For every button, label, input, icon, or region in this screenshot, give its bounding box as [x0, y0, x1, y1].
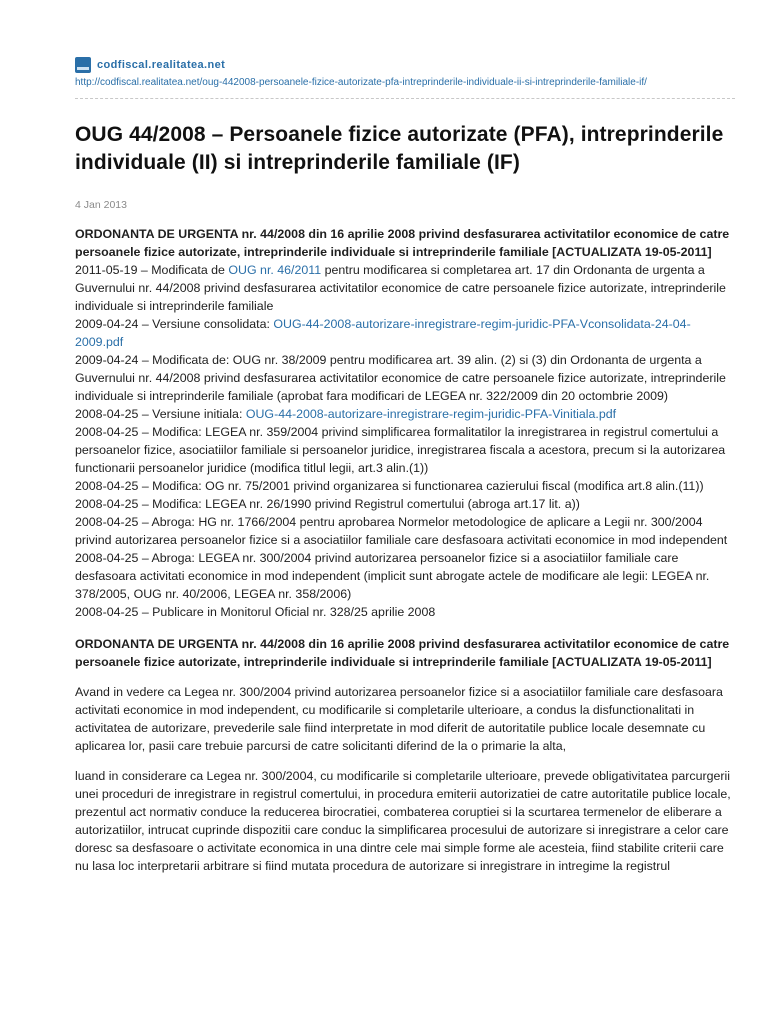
document-page [75, 56, 735, 875]
source-url[interactable]: http://codfiscal.realitatea.net/oug-442008-persoanele-fizice-autorizate-pfa-intreprinderile-individuale-ii-si-intreprinderile-familiale-if/ [75, 77, 647, 88]
paragraph-2: luand in considerare ca Legea nr. 300/2004, cu modificarile si completarile ulterioare, prevede obligativitatea parcurgerii unei proceduri de inregistrare in registrul comertului, in procedura emiterii autorizatiei de catre autoritatile publice locale, prezentul act normativ conduce la reducerea birocratiei, combaterea coruptiei si la scurtarea termenelor de eliberare a autorizatiilor, intrucat cuprinde dispozitii care conduc la simplificarea procesului de autorizare si inregistrare a celor care doresc sa desfasoare o activitate economica in una dintre cele mai simple forme ale acesteia, fiind stabilite criterii care nu lasa loc interpretarii arbitrare si fiind mutata procedura de autorizare si inregistrare in intregime la registrul [75, 769, 731, 873]
article-lead: ORDONANTA DE URGENTA nr. 44/2008 din 16 aprilie 2008 privind desfasurarea activitatilor economice de catre persoanele fizice autorizate, intreprinderile individuale si intreprinderile familiale [ACTUALIZATA 19-05-2011] [75, 227, 730, 259]
article-lead-repeat: ORDONANTA DE URGENTA nr. 44/2008 din 16 aprilie 2008 privind desfasurarea activitatilor economice de catre persoanele fizice autorizate, intreprinderile individuale si intreprinderile familiale [ACTUALIZATA 19-05-2011] [75, 637, 730, 669]
history-item: 2008-04-25 – Versiune initiala: OUG-44-2008-autorizare-inregistrare-regim-juridic-PFA-Vinitiala.pdf [75, 407, 617, 421]
history-item: 2009-04-24 – Versiune consolidata: OUG-44-2008-autorizare-inregistrare-regim-juridic-PFA-Vconsolidata-24-04-2009.pdf [75, 317, 691, 349]
divider [75, 98, 735, 99]
history-link[interactable]: OUG-44-2008-autorizare-inregistrare-regim-juridic-PFA-Vinitiala.pdf [245, 407, 617, 421]
history-item: 2008-04-25 – Modifica: LEGEA nr. 359/2004 privind simplificarea formalitatilor la inregistrarea in registrul comertului a persoanelor fizice, asociatiilor familiale si persoanelor juridice, inregistrarea fiscala a acestora, precum si la autorizarea functionarii persoanelor juridice (modifica titlul legii, art.3 alin.(1)) [75, 425, 726, 475]
history-list [75, 261, 735, 621]
article-date: 4 Jan 2013 [75, 199, 127, 211]
history-item: 2008-04-25 – Abroga: HG nr. 1766/2004 pentru aprobarea Normelor metodologice de aplicare a Legii nr. 300/2004 privind autorizarea persoanelor fizice si a asociatiilor familiale care desfasoara activitati economice in mod independent [75, 515, 728, 547]
history-item: 2008-04-25 – Publicare in Monitorul Oficial nr. 328/25 aprilie 2008 [75, 605, 436, 619]
history-item: 2008-04-25 – Modifica: OG nr. 75/2001 privind organizarea si functionarea cazierului fiscal (modifica art.8 alin.(11)) [75, 479, 704, 493]
site-name[interactable]: codfiscal.realitatea.net [97, 59, 226, 71]
site-header [75, 56, 735, 74]
history-link[interactable]: OUG-44-2008-autorizare-inregistrare-regim-juridic-PFA-Vconsolidata-24-04-2009.pdf [75, 317, 691, 349]
history-item: 2008-04-25 – Abroga: LEGEA nr. 300/2004 privind autorizarea persoanelor fizice si a asociatiilor familiale care desfasoara activitati economice in mod independent (implicit sunt abrogate actele de modificare ale legii: LEGEA nr. 378/2005, OUG nr. 40/2006, LEGEA nr. 358/2006) [75, 551, 710, 601]
history-item: 2011-05-19 – Modificata de OUG nr. 46/2011 pentru modificarea si completarea art. 17 din Ordonanta de urgenta a Guvernului nr. 44/2008 privind desfasurarea activitatilor economice de catre persoanele fizice autorizate, intreprinderile individuale si intreprinderile familiale [75, 263, 726, 313]
article-title: OUG 44/2008 – Persoanele fizice autorizate (PFA), intreprinderile individuale (II) si intreprinderile familiale (IF) [75, 123, 724, 174]
history-item: 2008-04-25 – Modifica: LEGEA nr. 26/1990 privind Registrul comertului (abroga art.17 lit. a)) [75, 497, 580, 511]
site-logo-icon [75, 57, 91, 73]
paragraph-1: Avand in vedere ca Legea nr. 300/2004 privind autorizarea persoanelor fizice si a asociatiilor familiale care desfasoara activitati economice in mod independent, cu modificarile si completarile ulterioare, a condus la disfunctionalitati in activitatea de autorizare, prevederile sale fiind interpretate in mod diferit de autoritatile publice locale desemnate cu aplicarea lor, pasii care trebuie parcursi de catre solicitanti diferind de la o primarie la alta, [75, 685, 723, 753]
history-link[interactable]: OUG nr. 46/2011 [228, 263, 322, 277]
history-item: 2009-04-24 – Modificata de: OUG nr. 38/2009 pentru modificarea art. 39 alin. (2) si (3) din Ordonanta de urgenta a Guvernului nr. 44/2008 privind desfasurarea activitatilor economice de catre persoanele fizice autorizate, intreprinderile individuale si intreprinderile familiale (aprobat fara modificari de LEGEA nr. 322/2009 din 20 octombrie 2009) [75, 353, 726, 403]
